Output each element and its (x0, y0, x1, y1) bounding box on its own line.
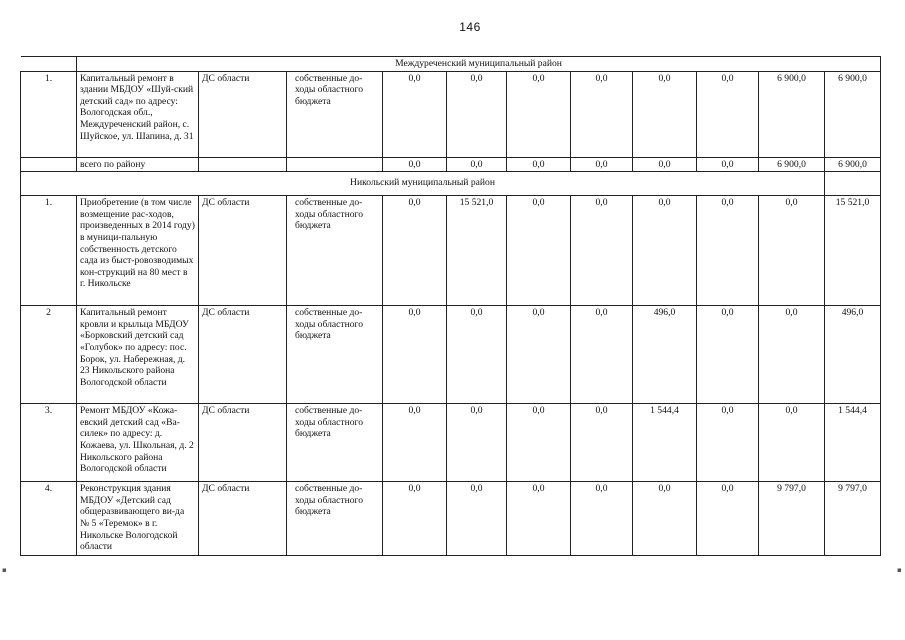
value-cell: 6 900,0 (759, 71, 825, 157)
table-row (21, 196, 881, 306)
total-value: 0,0 (507, 157, 571, 172)
value-cell: 0,0 (383, 306, 447, 404)
section-title-mezhdurechensky: Междуреченский муниципальный район (77, 57, 881, 72)
customer: ДС области (199, 404, 287, 482)
customer: ДС области (199, 71, 287, 157)
funding-source: собственные до-ходы областного бюджета (287, 482, 383, 556)
value-cell: 0,0 (571, 71, 633, 157)
value-cell: 0,0 (447, 306, 507, 404)
row-number: 1. (21, 196, 77, 306)
value-cell: 0,0 (571, 196, 633, 306)
customer: ДС области (199, 196, 287, 306)
value-cell: 0,0 (383, 482, 447, 556)
object-name: Капитальный ремонт в здании МБДОУ «Шуй-ский детский сад» по адресу: Вологодская обл., Междуреченский район, с. Шуйское, ул. Шапина, д. 31 (77, 71, 199, 157)
value-cell: 0,0 (571, 482, 633, 556)
total-value: 0,0 (383, 157, 447, 172)
table-row (21, 404, 881, 482)
total-label: всего по району (77, 157, 199, 172)
row-number: 1. (21, 71, 77, 157)
value-cell: 0,0 (697, 71, 759, 157)
value-cell: 0,0 (447, 404, 507, 482)
value-cell: 0,0 (383, 71, 447, 157)
total-value: 0,0 (633, 157, 697, 172)
value-cell: 0,0 (697, 482, 759, 556)
value-cell: 0,0 (571, 404, 633, 482)
table-row (21, 306, 881, 404)
total-value: 6 900,0 (825, 157, 881, 172)
value-cell: 0,0 (759, 306, 825, 404)
row-number: 2 (21, 306, 77, 404)
value-cell: 0,0 (507, 71, 571, 157)
customer: ДС области (199, 482, 287, 556)
value-cell: 0,0 (633, 196, 697, 306)
budget-table (20, 56, 881, 556)
funding-source: собственные до-ходы областного бюджета (287, 196, 383, 306)
table-row (21, 71, 881, 157)
total-value: 0,0 (697, 157, 759, 172)
value-cell: 0,0 (633, 482, 697, 556)
value-cell: 1 544,4 (825, 404, 881, 482)
scan-edge-mark: ▪ (897, 566, 902, 574)
row-number: 3. (21, 404, 77, 482)
value-cell: 9 797,0 (759, 482, 825, 556)
value-cell: 0,0 (759, 404, 825, 482)
funding-source: собственные до-ходы областного бюджета (287, 404, 383, 482)
value-cell: 0,0 (507, 196, 571, 306)
value-cell: 0,0 (697, 404, 759, 482)
total-value: 6 900,0 (759, 157, 825, 172)
value-cell: 0,0 (507, 482, 571, 556)
scan-edge-mark: ▪ (2, 566, 7, 574)
value-cell: 0,0 (447, 482, 507, 556)
value-cell: 0,0 (697, 306, 759, 404)
funding-source: собственные до-ходы областного бюджета (287, 306, 383, 404)
value-cell: 9 797,0 (825, 482, 881, 556)
value-cell: 0,0 (633, 71, 697, 157)
value-cell: 0,0 (507, 306, 571, 404)
object-name: Ремонт МБДОУ «Кожа-евский детский сад «Ва-силек» по адресу: д. Кожаева, ул. Школьная, д. 2 Никольского района Вологодской области (77, 404, 199, 482)
value-cell: 0,0 (507, 404, 571, 482)
value-cell: 0,0 (571, 306, 633, 404)
customer: ДС области (199, 306, 287, 404)
value-cell: 0,0 (447, 71, 507, 157)
row-number: 4. (21, 482, 77, 556)
total-row (21, 157, 881, 172)
value-cell: 15 521,0 (447, 196, 507, 306)
object-name: Капитальный ремонт кровли и крыльца МБДОУ «Борковский детский сад «Голубок» по адресу: пос. Борок, ул. Набережная, д. 23 Никольского района Вологодской области (77, 306, 199, 404)
object-name: Реконструкция здания МБДОУ «Детский сад общеразвивающего ви-да № 5 «Теремок» в г. Никольске Вологодской области (77, 482, 199, 556)
value-cell: 0,0 (759, 196, 825, 306)
section-header-row (21, 172, 881, 196)
value-cell: 496,0 (633, 306, 697, 404)
table-row (21, 482, 881, 556)
total-value: 0,0 (571, 157, 633, 172)
value-cell: 6 900,0 (825, 71, 881, 157)
value-cell: 1 544,4 (633, 404, 697, 482)
value-cell: 0,0 (697, 196, 759, 306)
section-header-row (21, 57, 881, 72)
page-number: 146 (459, 20, 481, 34)
section-title-nikolsky: Никольский муниципальный район (21, 172, 825, 196)
value-cell: 0,0 (383, 404, 447, 482)
value-cell: 496,0 (825, 306, 881, 404)
funding-source: собственные до-ходы областного бюджета (287, 71, 383, 157)
value-cell: 15 521,0 (825, 196, 881, 306)
object-name: Приобретение (в том числе возмещение рас-ходов, произведенных в 2014 году) в муници-пальную собственность детского сада из быст-ровозводимых кон-струкций на 80 мест в г. Никольске (77, 196, 199, 306)
total-value: 0,0 (447, 157, 507, 172)
value-cell: 0,0 (383, 196, 447, 306)
